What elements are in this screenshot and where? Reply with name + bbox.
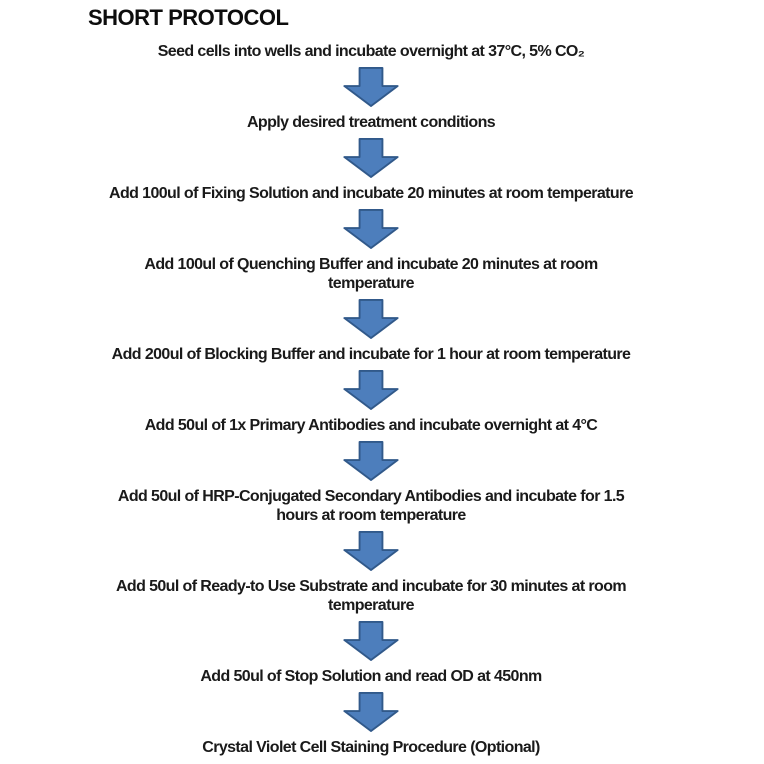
step-text: Add 50ul of 1x Primary Antibodies and incubate overnight at 4°C [144, 417, 598, 434]
down-arrow-icon [342, 299, 400, 339]
step-text: temperature [328, 275, 414, 292]
step-text: Add 100ul of Quenching Buffer and incubate 20 minutes at room [144, 256, 598, 273]
step-substrate [116, 577, 626, 615]
down-arrow-icon [342, 209, 400, 249]
step-seed-cells [158, 42, 585, 61]
step-text: Add 50ul of HRP-Conjugated Secondary Antibodies and incubate for 1.5 [117, 488, 625, 505]
step-secondary-antibodies [118, 487, 624, 525]
step-fixing-solution [109, 184, 633, 203]
down-arrow-icon [342, 621, 400, 661]
step-text: hours at room temperature [276, 507, 466, 524]
step-text: Apply desired treatment conditions [246, 114, 496, 131]
down-arrow-icon [342, 441, 400, 481]
down-arrow-icon [342, 370, 400, 410]
down-arrow-icon [342, 67, 400, 107]
down-arrow-icon [342, 692, 400, 732]
step-text: Add 100ul of Fixing Solution and incubate 20 minutes at room temperature [109, 185, 633, 202]
step-quenching-buffer [144, 255, 597, 293]
step-primary-antibodies [145, 416, 598, 435]
step-text: Crystal Violet Cell Staining Procedure (Optional) [202, 739, 540, 756]
step-apply-treatment [247, 113, 495, 132]
page-title: SHORT PROTOCOL [88, 5, 289, 30]
step-text: Add 50ul of Ready-to Use Substrate and incubate for 30 minutes at room [115, 578, 627, 595]
down-arrow-icon [342, 138, 400, 178]
step-text: Add 50ul of Stop Solution and read OD at 450nm [200, 668, 542, 685]
step-blocking-buffer [112, 345, 631, 364]
step-stop-solution [200, 667, 541, 686]
step-text: temperature [328, 597, 414, 614]
down-arrow-icon [342, 531, 400, 571]
step-text: Seed cells into wells and incubate overnight at 37°C, 5% CO₂ [157, 43, 585, 60]
step-text: Add 200ul of Blocking Buffer and incubate for 1 hour at room temperature [111, 346, 631, 363]
step-crystal-violet [202, 738, 539, 757]
